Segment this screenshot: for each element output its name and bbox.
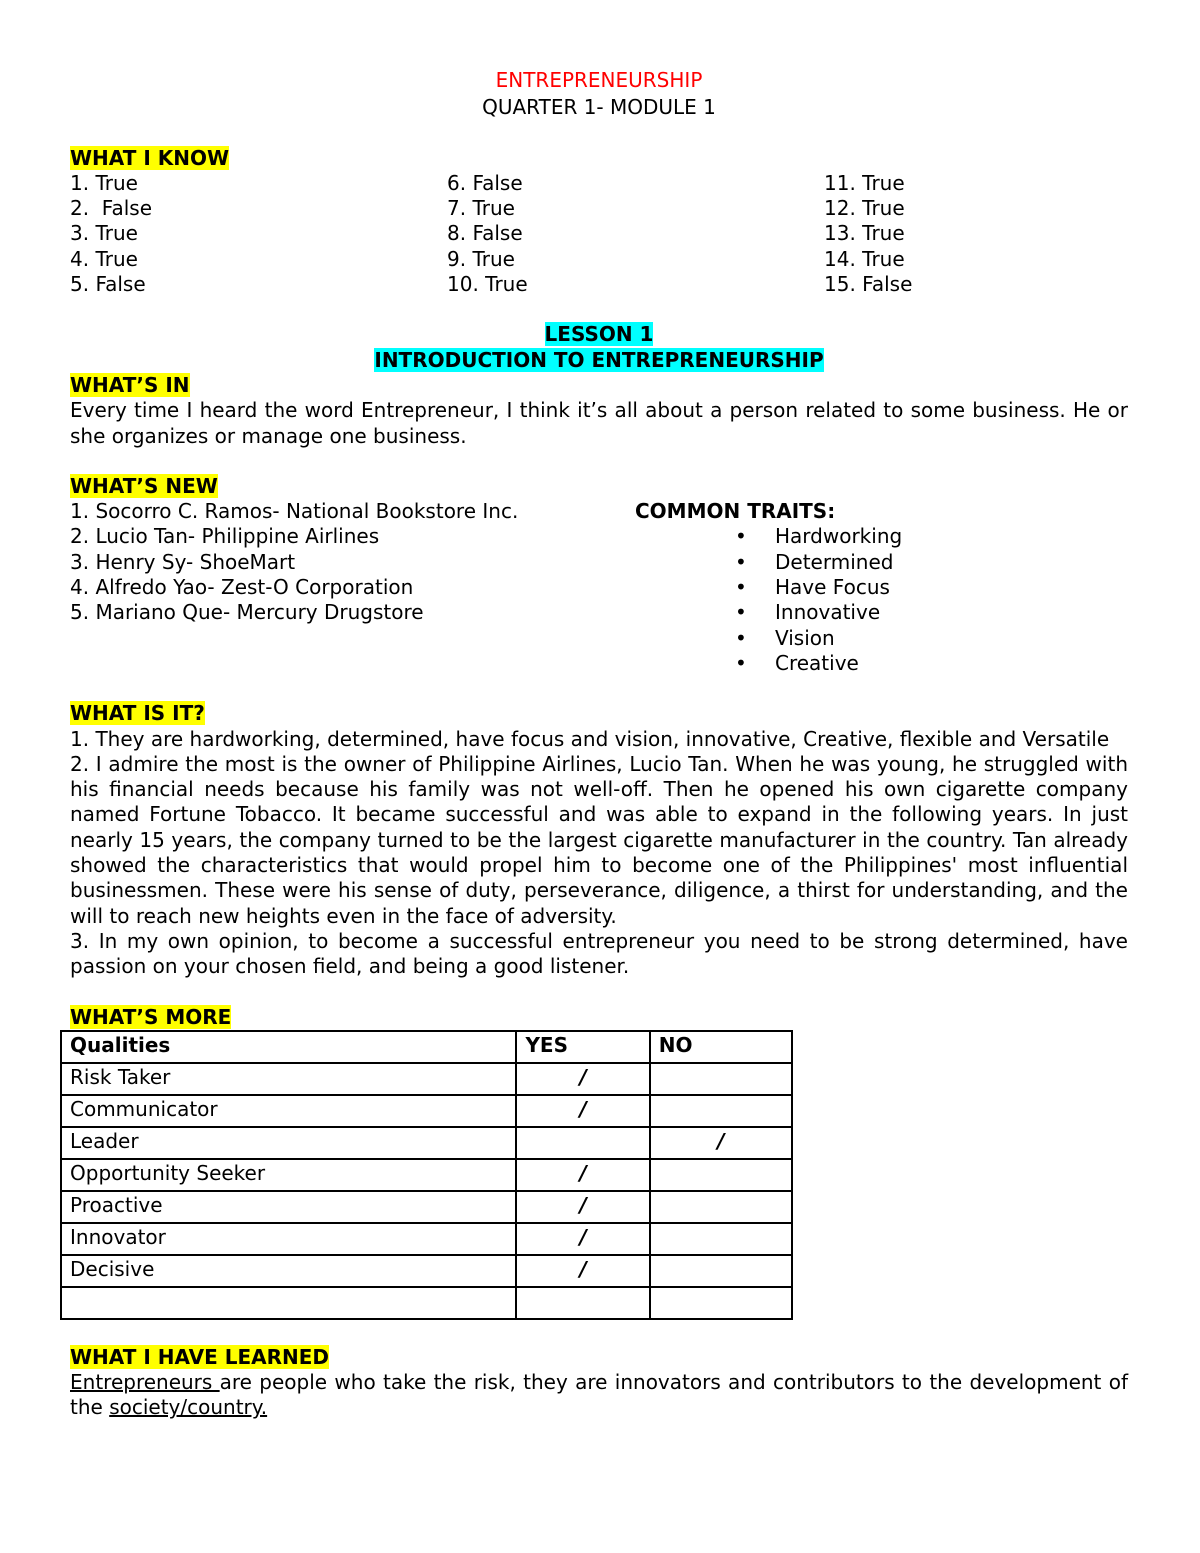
yes-cell	[516, 1287, 649, 1319]
whats-in-heading: WHAT’S IN	[70, 372, 190, 397]
what-is-it-heading: WHAT IS IT?	[70, 701, 205, 726]
table-row	[61, 1255, 792, 1287]
learned-heading: WHAT I HAVE LEARNED	[70, 1344, 329, 1369]
list-item: • Innovative	[735, 600, 881, 625]
quality-cell: Communicator	[61, 1095, 516, 1127]
list-item: 5. Mariano Que- Mercury Drugstore	[70, 600, 424, 625]
qualities-table	[60, 1030, 793, 1320]
table-header-row	[61, 1031, 792, 1063]
list-item: 2. Lucio Tan- Philippine Airlines	[70, 524, 380, 549]
answer-item: 2. False	[70, 196, 153, 221]
answer-column-1	[70, 171, 447, 297]
answer-item: 8. False	[447, 221, 523, 246]
list-item: 1. Socorro C. Ramos- National Bookstore Inc.	[70, 499, 519, 524]
document-page	[70, 68, 1128, 1421]
list-item: • Hardworking	[735, 524, 903, 549]
yes-cell: /	[516, 1255, 649, 1287]
document-subtitle: QUARTER 1- MODULE 1	[482, 95, 716, 120]
lesson-title: INTRODUCTION TO ENTREPRENEURSHIP	[374, 347, 824, 372]
bullet-icon: •	[735, 650, 747, 675]
list-item: • Determined	[735, 549, 894, 574]
answer-item: 1. True	[70, 170, 138, 195]
answer-item: 6. False	[447, 170, 523, 195]
quality-cell: Proactive	[61, 1191, 516, 1223]
learned-text	[70, 1370, 1128, 1421]
answer-item: 3. True	[70, 221, 138, 246]
answer-paragraph-2: 2. I admire the most is the owner of Philippine Airlines, Lucio Tan. When he was young, he struggled with his financial needs because his family was not well-off. Then he opened his own cigarette company named Fortune Tobacco. It became successful and was able to expand in the following years. In just nearly 15 years, the company turned to be the largest cigarette manufacturer in the country. Tan already showed the characteristics that would propel him to become one of the Philippines' most influential businessmen. These were his sense of duty, perseverance, diligence, a thirst for understanding, and the will to reach new heights even in the face of adversity.	[70, 751, 1128, 928]
table-row	[61, 1191, 792, 1223]
quality-cell: Opportunity Seeker	[61, 1159, 516, 1191]
table-row	[61, 1287, 792, 1319]
what-i-know-heading: WHAT I KNOW	[70, 145, 230, 170]
column-header-qualities: Qualities	[61, 1031, 516, 1063]
no-cell	[650, 1287, 792, 1319]
whats-new-section	[70, 499, 1128, 676]
answer-key	[70, 171, 1128, 297]
whats-new-heading: WHAT’S NEW	[70, 473, 218, 498]
lesson-number: LESSON 1	[544, 322, 654, 347]
common-traits	[635, 499, 902, 676]
table-row	[61, 1127, 792, 1159]
yes-cell: /	[516, 1223, 649, 1255]
column-header-no: NO	[650, 1031, 792, 1063]
answer-item: 13. True	[824, 221, 905, 246]
answer-item: 9. True	[447, 246, 515, 271]
yes-cell	[516, 1127, 649, 1159]
table-row	[61, 1095, 792, 1127]
learned-underline-2: society/country.	[109, 1395, 268, 1420]
no-cell: /	[650, 1127, 792, 1159]
no-cell	[650, 1095, 792, 1127]
table-row	[61, 1223, 792, 1255]
no-cell	[650, 1223, 792, 1255]
answer-item: 5. False	[70, 272, 146, 297]
answer-item: 14. True	[824, 246, 905, 271]
bullet-icon: •	[735, 575, 747, 600]
no-cell	[650, 1255, 792, 1287]
quality-cell	[61, 1287, 516, 1319]
yes-cell: /	[516, 1063, 649, 1095]
quality-cell: Risk Taker	[61, 1063, 516, 1095]
table-row	[61, 1159, 792, 1191]
yes-cell: /	[516, 1191, 649, 1223]
table-row	[61, 1063, 792, 1095]
learned-underline-1: Entrepreneurs	[70, 1370, 220, 1395]
list-item: 4. Alfredo Yao- Zest-O Corporation	[70, 575, 414, 600]
answer-paragraph-3: 3. In my own opinion, to become a successful entrepreneur you need to be strong determined, have passion on your chosen field, and being a good listener.	[70, 928, 1128, 979]
answer-column-2	[447, 171, 824, 297]
whats-in-text: Every time I heard the word Entrepreneur, I think it’s all about a person related to some business. He or she organizes or manage one business.	[70, 398, 1128, 448]
document-title: ENTREPRENEURSHIP	[495, 68, 703, 92]
no-cell	[650, 1159, 792, 1191]
answer-item: 12. True	[824, 196, 905, 221]
list-item: 3. Henry Sy- ShoeMart	[70, 549, 296, 574]
answer-column-3	[824, 171, 1124, 297]
yes-cell: /	[516, 1095, 649, 1127]
answer-item: 4. True	[70, 246, 138, 271]
bullet-icon: •	[735, 600, 747, 625]
quality-cell: Innovator	[61, 1223, 516, 1255]
list-item: • Vision	[735, 625, 835, 650]
traits-list	[635, 524, 902, 676]
no-cell	[650, 1191, 792, 1223]
traits-title: COMMON TRAITS:	[635, 499, 836, 524]
bullet-icon: •	[735, 625, 747, 650]
column-header-yes: YES	[516, 1031, 649, 1063]
answer-item: 15. False	[824, 272, 913, 297]
learned-middle: are people who take the risk, they are innovators and contributors to the development of the	[70, 1370, 1128, 1420]
quality-cell: Leader	[61, 1127, 516, 1159]
answer-item: 10. True	[447, 272, 528, 297]
bullet-icon: •	[735, 549, 747, 574]
quality-cell: Decisive	[61, 1255, 516, 1287]
list-item: • Have Focus	[735, 575, 890, 600]
whats-more-heading: WHAT’S MORE	[70, 1004, 232, 1029]
list-item: • Creative	[735, 650, 859, 675]
yes-cell: /	[516, 1159, 649, 1191]
bullet-icon: •	[735, 524, 747, 549]
answer-item: 11. True	[824, 170, 905, 195]
entrepreneur-list	[70, 499, 635, 676]
answer-paragraph-1: 1. They are hardworking, determined, have focus and vision, innovative, Creative, flexible and Versatile	[70, 726, 1110, 751]
no-cell	[650, 1063, 792, 1095]
answer-item: 7. True	[447, 196, 515, 221]
